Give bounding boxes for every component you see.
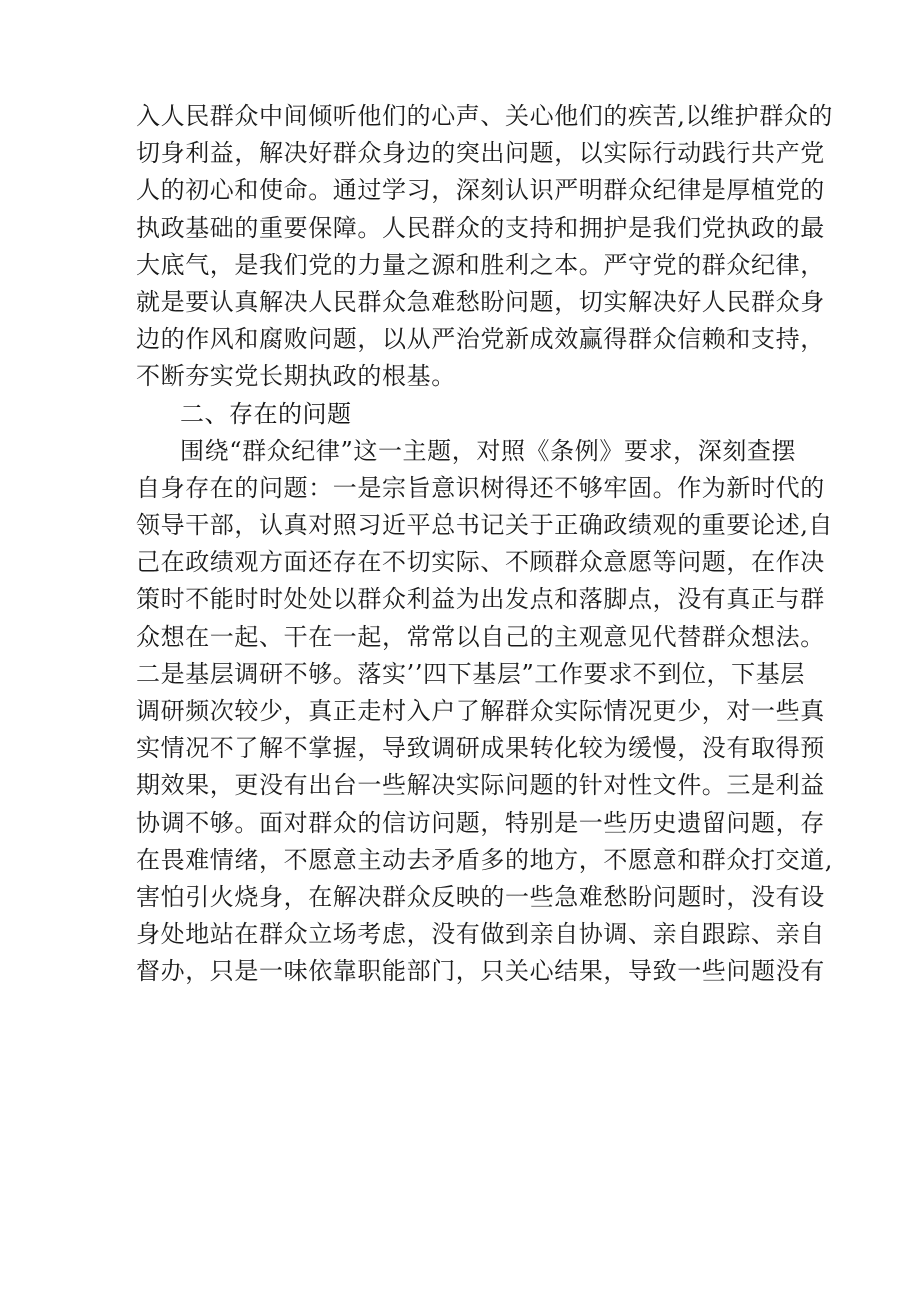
section-heading: 二、存在的问题 — [180, 399, 352, 428]
paragraph-line: 众想在一起、干在一起，常常以自己的主观意见代替群众想法。 — [136, 622, 825, 651]
paragraph-line: 实情况不了解不掌握，导致调研成果转化较为缓慢，没有取得预 — [136, 734, 825, 763]
paragraph-line: 围绕“群众纪律”这一主题，对照《条例》要求，深刻查摆 — [180, 436, 797, 465]
paragraph-line: 切身利益，解决好群众身边的突出问题，以实际行动践行共产党 — [136, 139, 825, 168]
paragraph-line: 执政基础的重要保障。人民群众的支持和拥护是我们党执政的最 — [136, 213, 825, 242]
paragraph-line: 大底气，是我们党的力量之源和胜利之本。严守党的群众纪律， — [136, 250, 825, 279]
document-body — [136, 98, 834, 991]
paragraph-line: 入人民群众中间倾听他们的心声、关心他们的疾苦,以维护群众的 — [136, 102, 834, 130]
paragraph-line: 期效果，更没有出台一些解决实际问题的针对性文件。三是利益 — [136, 771, 825, 800]
paragraph-line: 不断夯实党长期执政的根基。 — [136, 362, 456, 391]
paragraph-line: 二是基层调研不够。落实’’四下基层”工作要求不到位，下基层 — [136, 659, 805, 688]
paragraph-line: 就是要认真解决人民群众急难愁盼问题，切实解决好人民群众身 — [136, 287, 825, 316]
paragraph-line: 身处地站在群众立场考虑，没有做到亲自协调、亲自跟踪、亲自 — [136, 920, 825, 949]
paragraph-line: 害怕引火烧身，在解决群众反映的一些急难愁盼问题时，没有设 — [136, 882, 825, 911]
paragraph-line: 己在政绩观方面还存在不切实际、不顾群众意愿等问题，在作决 — [136, 548, 825, 577]
paragraph-line: 督办，只是一味依靠职能部门，只关心结果，导致一些问题没有 — [136, 957, 825, 986]
paragraph-line: 边的作风和腐败问题，以从严治党新成效赢得群众信赖和支持， — [136, 325, 825, 354]
paragraph-line: 协调不够。面对群众的信访问题，特别是一些历史遗留问题，存 — [136, 808, 825, 837]
paragraph-line: 调研频次较少，真正走村入户了解群众实际情况更少，对一些真 — [136, 697, 825, 725]
paragraph-line: 自身存在的问题：一是宗旨意识树得还不够牢固。作为新时代的 — [136, 473, 825, 502]
paragraph-line: 人的初心和使命。通过学习，深刻认识严明群众纪律是厚植党的 — [136, 176, 825, 205]
paragraph-line: 在畏难情绪，不愿意主动去矛盾多的地方，不愿意和群众打交道, — [136, 845, 834, 874]
paragraph-line: 领导干部，认真对照习近平总书记关于正确政绩观的重要论述,自 — [136, 511, 834, 540]
paragraph-line: 策时不能时时处处以群众利益为出发点和落脚点，没有真正与群 — [136, 585, 825, 614]
